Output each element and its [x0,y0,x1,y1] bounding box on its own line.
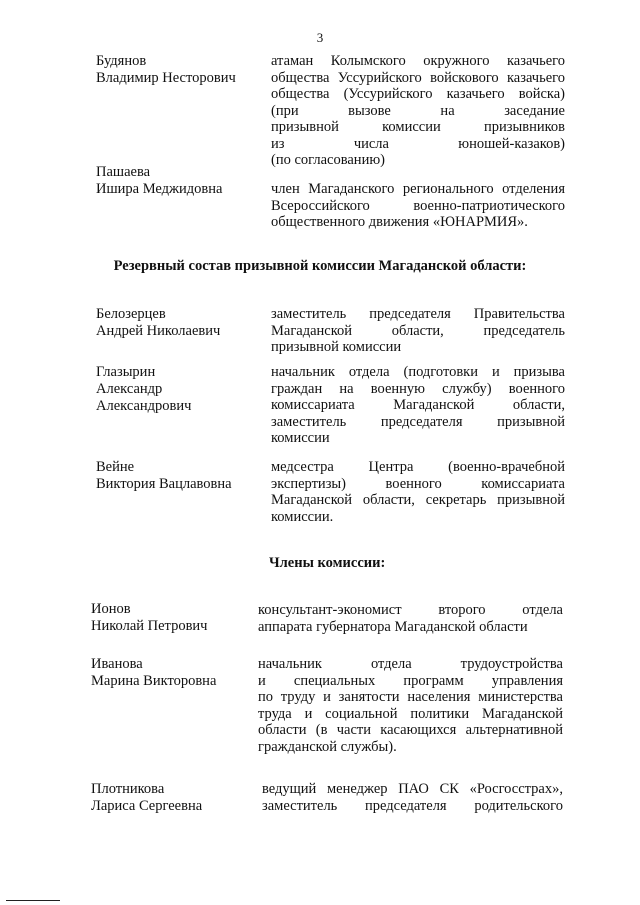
person-name: Иванова Марина Викторовна [91,656,217,689]
person-role: ведущий менеджер ПАО СК «Росгосстрах», заместитель председателя родительского [262,781,563,814]
person-role: заместитель председателя Правительства Магаданской области, председатель призывной комиссии [271,306,565,355]
person-name: Глазырин Александр Александрович [96,364,192,414]
person-name: Пашаева Ишира Меджидовна [96,164,223,197]
person-name: Будянов Владимир Несторович [96,53,236,86]
person-role: медсестра Центра (военно-врачебной экспертизы) военного комиссариата Магаданской области, секретарь призывной комиссии. [271,459,565,525]
person-name: Вейне Виктория Вацлавовна [96,459,232,492]
person-role: атаман Колымского окружного казачьего общества Уссурийского войскового казачьего общества (Уссурийского казачьего войска) (при вызове на заседание призывной комиссии призывников из числа юношей-казаков) (по согласованию) [271,53,565,168]
person-role: член Магаданского регионального отделения Всероссийского военно-патриотического общественного движения «ЮНАРМИЯ». [271,181,565,230]
reserve-heading: Резервный состав призывной комиссии Магаданской области: [113,258,527,274]
members-heading: Члены комиссии: [269,555,386,571]
person-name: Плотникова Лариса Сергеевна [91,781,203,814]
page-number: 3 [316,30,324,45]
person-role: начальник отдела трудоустройства и специальных программ управления по труду и занятости населения министерства труда и социальной политики Магаданской области (в части касающихся альтернативной гражданской службы). [258,656,563,755]
person-name: Ионов Николай Петрович [91,601,208,634]
footnote-divider [6,900,60,901]
person-name: Белозерцев Андрей Николаевич [96,306,221,339]
person-role: начальник отдела (подготовки и призыва граждан на военную службу) военного комиссариата Магаданской области, заместитель председателя призывной комиссии [271,364,565,446]
person-role: консультант-экономист второго отдела аппарата губернатора Магаданской области [258,602,563,635]
